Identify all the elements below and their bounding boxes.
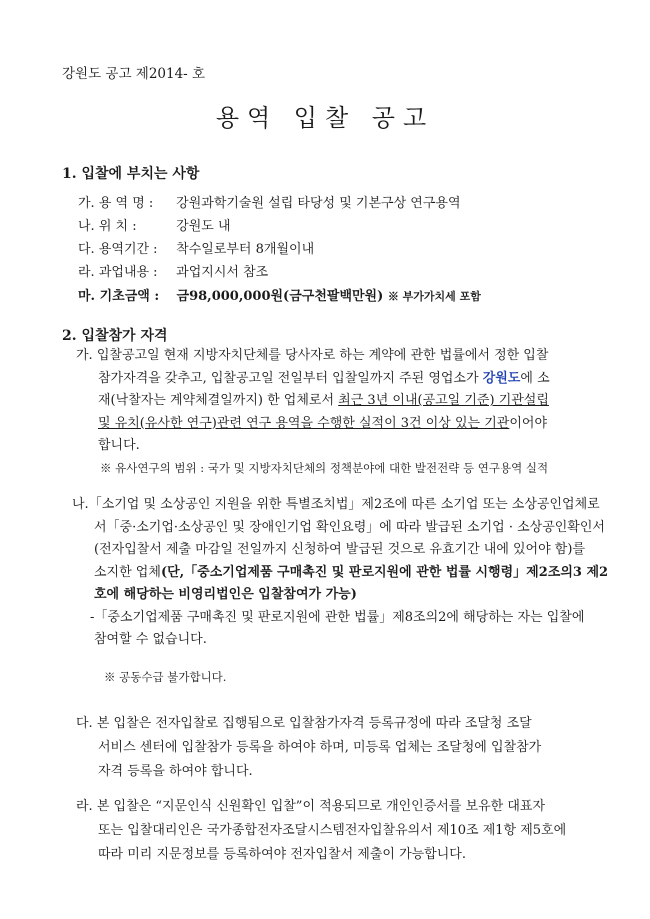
item-period (78, 238, 314, 257)
item-location (78, 215, 231, 234)
item-value: 과업지시서 참조 (176, 265, 269, 280)
clause-line: -「중소기업제품 구매촉진 및 판로지원에 관한 법률」제8조의2에 해당하는 자는 입찰에 (90, 609, 585, 625)
item-label: 라. 과업내용 : (78, 265, 158, 280)
page-title: 용역 입찰 공고 (215, 104, 435, 132)
clause-da (76, 712, 596, 784)
price-label: 마. 기초금액 : (78, 289, 160, 304)
clause-line: 서「중·소기업·소상공인 및 장애인기업 확인요령」에 따라 발급된 소기업 · 소상공인확인서 (94, 519, 605, 535)
clause-line: 참가자격을 갖추고, 입찰공고일 전일부터 입찰일까지 주된 영업소가 강원도에 소 (98, 370, 550, 386)
item-value: 강원도 내 (176, 219, 231, 234)
underlined-requirement: 최근 3년 이내(공고일 기준) 기관설립 (338, 393, 549, 408)
clause-line: 다. 본 입찰은 전자입찰로 집행됨으로 입찰참가자격 등록규정에 따라 조달청 조달 (76, 716, 532, 731)
item-scope (78, 261, 268, 280)
item-label: 가. 용 역 명 : (78, 196, 154, 211)
clause-line: 라. 본 입찰은 “지문인식 신원확인 입찰”이 적용되므로 개인인증서를 보유한 대표자 (76, 799, 546, 814)
clause-line: 재(낙찰자는 계약체결일까지) 한 업체로서 최근 3년 이내(공고일 기준) 기관설립 (98, 393, 549, 408)
clause-line: 소지한 업체(단,「중소기업제품 구매촉진 및 판로지원에 관한 법률 시행령」제2조의3 제2 (94, 564, 609, 580)
clause-line: 호에 해당하는 비영리법인은 입찰참여가 가능) (94, 587, 357, 602)
section2-heading: 2. 입찰참가 자격 (62, 328, 168, 344)
clause-ga-note: ※ 유사연구의 범위 : 국가 및 지방자치단체의 정책분야에 대한 발전전략 등 연구용역 실적 (100, 461, 549, 475)
item-service-name (78, 192, 461, 211)
bold-exception: (단,「중소기업제품 구매촉진 및 판로지원에 관한 법률 시행령」제2조의3 제2 (160, 564, 609, 580)
clause-line: 자격 등록을 하여야 합니다. (98, 764, 253, 779)
clause-line: 합니다. (98, 438, 140, 453)
section1-heading: 1. 입찰에 부치는 사항 (62, 166, 200, 182)
underlined-requirement: 및 유치(유사한 연구)관련 연구 용역을 수행한 실적이 3건 이상 있는 기관 (98, 415, 510, 431)
price-value: 금98,000,000원(금구천팔백만원) (176, 289, 384, 304)
price-vat-note: ※ 부가가치세 포함 (387, 290, 481, 303)
clause-line: 및 유치(유사한 연구)관련 연구 용역을 수행한 실적이 3건 이상 있는 기관이어야 (98, 415, 548, 431)
item-label: 나. 위 치 : (78, 219, 137, 234)
item-label: 다. 용역기간 : (78, 242, 158, 257)
clause-line: 또는 입찰대리인은 국가종합전자조달시스템전자입찰유의서 제10조 제1항 제5호에 (98, 823, 567, 838)
notice-reference-number: 강원도 공고 제2014- 호 (62, 66, 206, 82)
clause-ga (76, 345, 596, 458)
clause-line: 따라 미리 지문정보를 등록하여야 전자입찰서 제출이 가능합니다. (98, 847, 466, 862)
clause-na (72, 494, 612, 652)
item-base-price (78, 285, 481, 304)
clause-ra (76, 795, 596, 867)
clause-line: 서비스 센터에 입찰참가 등록을 하여야 하며, 미등록 업체는 조달청에 입찰참가 (98, 740, 542, 755)
clause-line: 나.「소기업 및 소상공인 지원을 위한 특별조치법」제2조에 따른 소기업 또는 소상공인업체로 (72, 497, 600, 512)
clause-line: 가. 입찰공고일 현재 지방자치단체를 당사자로 하는 계약에 관한 법률에서 정한 입찰 (76, 348, 549, 363)
item-value: 착수일로부터 8개월이내 (176, 242, 315, 257)
clause-line: 참여할 수 없습니다. (94, 632, 207, 647)
clause-na-note: ※ 공동수급 불가합니다. (104, 670, 227, 684)
item-value: 강원과학기술원 설립 타당성 및 기본구상 연구용역 (176, 196, 461, 211)
highlight-gangwon: 강원도 (482, 370, 521, 386)
clause-line: (전자입찰서 제출 마감일 전일까지 신청하여 발급된 것으로 유효기간 내에 있어야 함)를 (94, 542, 585, 557)
